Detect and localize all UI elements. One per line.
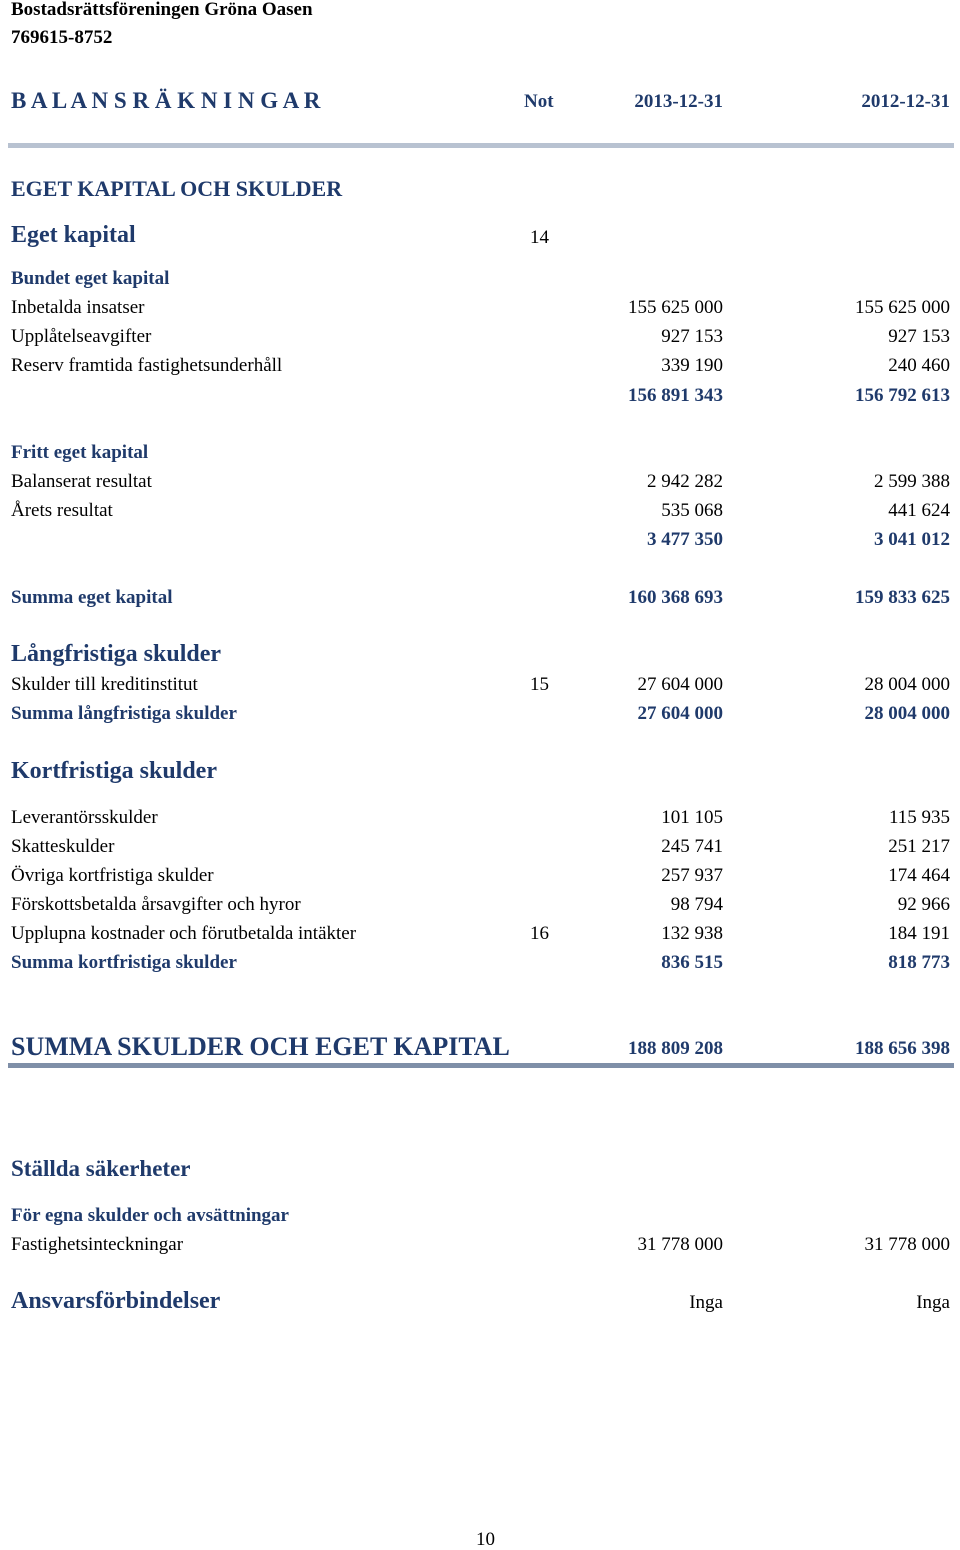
value-2013: 2 942 282 xyxy=(647,471,723,492)
section-main-heading: EGET KAPITAL OCH SKULDER xyxy=(11,176,343,201)
row-label: Övriga kortfristiga skulder xyxy=(11,865,214,886)
fritt-heading: Fritt eget kapital xyxy=(11,442,149,463)
value-2012: 155 625 000 xyxy=(855,297,950,318)
value-2012: 28 004 000 xyxy=(864,674,950,695)
value-2013: 257 937 xyxy=(661,865,723,886)
summa-langfristiga-2013: 27 604 000 xyxy=(637,703,723,724)
org-number: 769615-8752 xyxy=(11,27,113,48)
value-2012: 2 599 388 xyxy=(874,471,950,492)
value-2013: 535 068 xyxy=(661,500,723,521)
value-2012: 92 966 xyxy=(897,894,950,915)
column-header-2013: 2013-12-31 xyxy=(634,91,723,112)
value-2012: 184 191 xyxy=(888,923,950,944)
row-label: Upplåtelseavgifter xyxy=(11,326,152,347)
value-2012: 251 217 xyxy=(888,836,950,857)
value-2012: 31 778 000 xyxy=(864,1234,950,1255)
value-2013: 339 190 xyxy=(661,355,723,376)
ansvar-2012: Inga xyxy=(916,1292,950,1313)
summa-kortfristiga-2012: 818 773 xyxy=(888,952,950,973)
row-label: Balanserat resultat xyxy=(11,471,152,492)
note-column-header: Not xyxy=(524,91,554,112)
value-2012: 115 935 xyxy=(888,807,950,828)
grand-total-label: SUMMA SKULDER OCH EGET KAPITAL xyxy=(11,1032,510,1061)
subtotal-2012: 156 792 613 xyxy=(855,385,950,406)
value-2013: 132 938 xyxy=(661,923,723,944)
eget-kapital-heading: Eget kapital xyxy=(11,222,136,248)
ansvar-2013: Inga xyxy=(689,1292,723,1313)
column-header-2012: 2012-12-31 xyxy=(861,91,950,112)
row-label: Leverantörsskulder xyxy=(11,807,158,828)
value-2013: 101 105 xyxy=(661,807,723,828)
value-2013: 31 778 000 xyxy=(637,1234,723,1255)
summa-langfristiga-2012: 28 004 000 xyxy=(864,703,950,724)
row-label: Årets resultat xyxy=(11,500,113,521)
note-ref: 16 xyxy=(530,923,549,944)
summa-eget-kapital-2013: 160 368 693 xyxy=(628,587,723,608)
langfristiga-heading: Långfristiga skulder xyxy=(11,641,222,667)
subtotal-2012: 3 041 012 xyxy=(874,529,950,550)
row-label: Fastighetsinteckningar xyxy=(11,1234,184,1255)
summa-eget-kapital-2012: 159 833 625 xyxy=(855,587,950,608)
note-ref: 15 xyxy=(530,674,549,695)
value-2012: 927 153 xyxy=(888,326,950,347)
header-divider xyxy=(8,143,954,148)
stallda-heading: Ställda säkerheter xyxy=(11,1156,191,1181)
row-label: Upplupna kostnader och förutbetalda intäkter xyxy=(11,923,357,944)
summa-kortfristiga-label: Summa kortfristiga skulder xyxy=(11,952,237,973)
summa-eget-kapital-label: Summa eget kapital xyxy=(11,587,173,608)
row-label: Skatteskulder xyxy=(11,836,115,857)
value-2012: 441 624 xyxy=(888,500,950,521)
summa-langfristiga-label: Summa långfristiga skulder xyxy=(11,703,237,724)
value-2013: 27 604 000 xyxy=(637,674,723,695)
value-2012: 240 460 xyxy=(888,355,950,376)
value-2012: 174 464 xyxy=(888,865,950,886)
row-label: Skulder till kreditinstitut xyxy=(11,674,198,695)
value-2013: 155 625 000 xyxy=(628,297,723,318)
grand-total-2012: 188 656 398 xyxy=(855,1038,950,1059)
row-label: Inbetalda insatser xyxy=(11,297,145,318)
subtotal-2013: 156 891 343 xyxy=(628,385,723,406)
grand-total-divider xyxy=(8,1063,954,1068)
row-label: Reserv framtida fastighetsunderhåll xyxy=(11,355,283,376)
ansvar-heading: Ansvarsförbindelser xyxy=(11,1288,221,1314)
org-name: Bostadsrättsföreningen Gröna Oasen xyxy=(11,0,313,20)
subtotal-2013: 3 477 350 xyxy=(647,529,723,550)
summa-kortfristiga-2013: 836 515 xyxy=(661,952,723,973)
value-2013: 245 741 xyxy=(661,836,723,857)
note-ref: 14 xyxy=(530,227,549,248)
row-label: Förskottsbetalda årsavgifter och hyror xyxy=(11,894,301,915)
page-number: 10 xyxy=(476,1529,495,1550)
kortfristiga-heading: Kortfristiga skulder xyxy=(11,758,217,784)
bundet-heading: Bundet eget kapital xyxy=(11,268,170,289)
grand-total-2013: 188 809 208 xyxy=(628,1038,723,1059)
page-title: B A L A N S R Ä K N I N G A R xyxy=(11,88,321,113)
stallda-subheading: För egna skulder och avsättningar xyxy=(11,1205,289,1226)
value-2013: 927 153 xyxy=(661,326,723,347)
value-2013: 98 794 xyxy=(670,894,723,915)
